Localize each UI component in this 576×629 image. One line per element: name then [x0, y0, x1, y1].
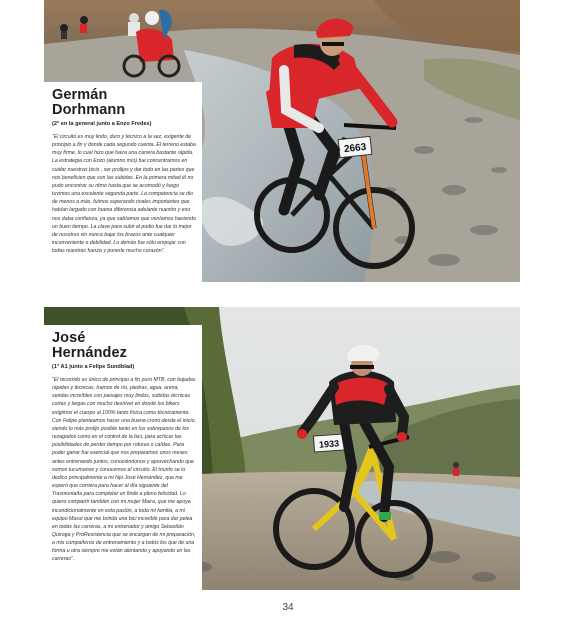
text-panel-jose	[44, 325, 202, 590]
last-name: Dorhmann	[52, 102, 126, 118]
bib-number-1933: 1933	[318, 438, 340, 450]
first-name: Germán	[52, 87, 108, 103]
first-name: José	[52, 330, 86, 346]
last-name: Hernández	[52, 345, 128, 361]
athlete-subtitle: (2° en la general junto a Enzo Fredes)	[52, 121, 152, 127]
bib-number-2663: 2663	[343, 141, 367, 156]
athlete-quote: “El circuito es muy lindo, duro y técnico a la vez, exigente de principio a fin y donde cada segundo cuenta. El terreno estaba muy firme, lo cual hizo que fuera una carrera bastante rápida. La estrategia con Enzo (alumno mío) fue concentrarnos en cuidar nuestras bicis , ser prolijos y dar todo en las partes que nos beneficien que son las subidas. En la primera mitad él no pudo encontrar su ritmo hasta que se acomodó y luego tuvimos una excelente segunda parte. La competencia se dio de menos a más, fuimos superando rivales importantes que habían largado con buena diferencia adelante nuestro y eso nos daba confianza, ya que sabíamos que veníamos haciendo un buen tiempo. La clave para subir al podio fue dar lo mejor de nosotros sin nunca bajar los brazos ante cualquier inconveniente o debilidad. Lo demás fue sólo empujar con todas nuestras fuerza y ponerle mucho corazón”.	[52, 134, 196, 255]
athlete-name	[52, 331, 196, 361]
athlete-subtitle: (1° A1 junto a Felipe Sundblad)	[52, 364, 135, 370]
athlete-name	[52, 88, 196, 118]
page-number: 34	[282, 602, 294, 613]
text-panel-german	[44, 82, 202, 283]
athlete-quote: “El recorrido es único de principio a fin puro MTB, con bajadas rápidas y técnicas, tramos de río, piedras, agua, arena, sendas increíbles con paisajes muy lindos, subidas técnicas cortas y largas con mucho desnivel en donde los bikers exigimos el cuerpo al 100% tanto física como técnicamente. Con Felipe planteamos hacer una buena crono desde el inicio, siendo lo más prolijo posible tanto en los sobrepasos de los rezagados como en el control de la bici, para achicar las posibilidades de perder tiempo por roturas o caídas. Para poder ganar fue esencial que nos preparamos unos meses antes entrenando juntos, conociéndonos y aprovechando que somos tucumanos y conocemos el circuito. El triunfo se lo dedico principalmente a mi hijo José Hernández, que me esperó que corriera para hacer al día siguiente del Trasmontaña para completar un finde a pleno felicidad. Lo quiero compartir también con mi mujer Maira, que me apoya incondicionalmente en esta pasión, a toda mi familia, a mi equipo Massi que me brinda una bici increíble para dar pelea en todas las carreras, a mi entrenador y amigo Sebastián Quiroga y ProResistencia que se encargan de mi preparación, a mis compañeros de entrenamiento y a todos los que de una forma u otra siempre me están alentando y apoyando en las carreras”.	[52, 377, 196, 563]
